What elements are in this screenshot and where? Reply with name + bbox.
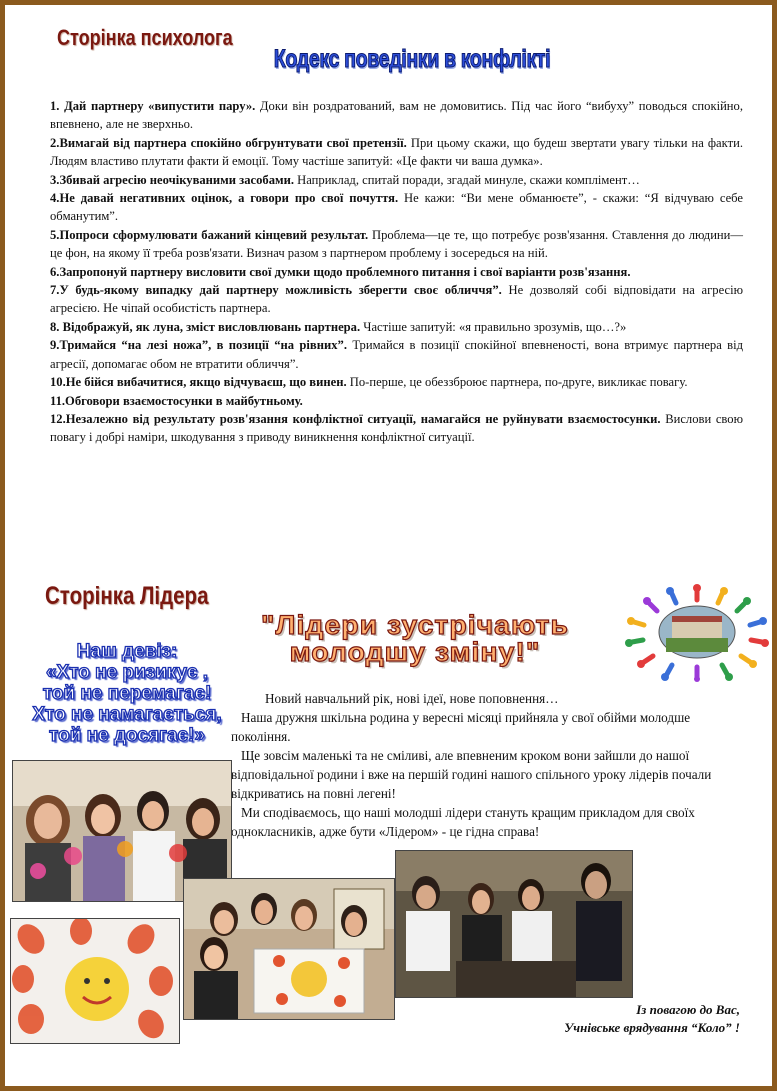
rule-item: 6.Запропонуй партнеру висловити свої думки щодо проблемного питання і свої варіанти розв'язання. bbox=[50, 264, 631, 279]
motto-line: Хто не намагається, bbox=[32, 704, 222, 725]
rule-item: 3.Збивай агресію неочікуваними засобами. Наприклад, спитай поради, згадай минуле, скажи комплімент… bbox=[50, 172, 640, 187]
story-paragraph: Ще зовсім маленькі та не сміливі, але впевненим кроком вони зайшли до нашої відповідальної родини і вже на першій годині нашого спільного уроку лідерів почали відкриватись на повні легені! bbox=[231, 748, 712, 801]
motto-line: той не перемагає! bbox=[42, 683, 212, 704]
story-paragraph: Наша дружня шкільна родина у вересні місяці прийняла у свої обійми молодше покоління. bbox=[231, 710, 691, 744]
rule-item: 4.Не давай негативних оцінок, а говори про свої почуття. Не кажи: “Ви мене обманюєте”, - скажи: “Я відчуваю себе обманутим”. bbox=[50, 191, 743, 224]
motto-line: Наш девіз: bbox=[76, 641, 178, 662]
psychologist-section-title: Сторінка психолога bbox=[57, 25, 233, 50]
rule-item: 9.Тримайся “на лезі ножа”, в позиції “на рівних”. Тримайся в позиції спокійної впевненості, вона втримує партнера від агресії, допомагає обом не втратити обличчя”. bbox=[50, 338, 744, 371]
rule-item: 10.Не бійся вибачитися, якщо відчуваєш, що винен. По-перше, це обеззброює партнера, по-друге, викликає повагу. bbox=[50, 375, 688, 390]
rule-item: 12.Незалежно від результату розв'язання конфліктної ситуації, намагайся не руйнувати взаємостосунки. Вислови свою повагу і добрі наміри, шкодування з приводу виникнення конфліктної ситуації. bbox=[50, 411, 743, 445]
rule-item: 5.Попроси сформулювати бажаний кінцевий результат. Проблема—це те, що потребує розв'язання. Ставлення до людини—це фон, на якому її треба розв'язати. Визнач разом з партнером проблему і зосередься на ній. bbox=[50, 227, 744, 261]
leaders-story bbox=[231, 689, 751, 841]
photo-sun-handprints bbox=[10, 918, 180, 1044]
rule-item: 1. Дай партнеру «випустити пару». Доки він роздратований, вам не домовитись. Під час його “вибуху” поводься спокійно, впевнено, але не зверхньо. bbox=[50, 99, 743, 132]
leaders-headline bbox=[200, 612, 631, 666]
conflict-rules-list bbox=[50, 97, 743, 447]
leader-section-title: Сторінка Лідера bbox=[45, 582, 209, 610]
motto-line: «Хто не ризикує , bbox=[45, 662, 209, 683]
rule-item: 7.У будь-якому випадку дай партнеру можливість зберегти своє обличчя”. Не дозволяй собі відповідати на агресію агресією. Не чіпай особистість партнера. bbox=[50, 283, 744, 316]
photo-students-classroom bbox=[395, 850, 633, 998]
story-paragraph: Новий навчальний рік, нові ідеї, нове поповнення… bbox=[265, 691, 559, 706]
leaders-motto bbox=[11, 641, 243, 746]
rule-item: 11.Обговори взаємостосунки в майбутньому. bbox=[50, 393, 303, 408]
conflict-code-heading: Кодекс поведінки в конфлікті bbox=[273, 45, 551, 74]
circle-of-children-logo bbox=[622, 582, 772, 682]
leaders-headline-line: молодшу зміну!" bbox=[289, 637, 541, 667]
photo-group-with-poster bbox=[183, 878, 395, 1020]
newsletter-page bbox=[5, 5, 772, 1086]
signature-line: Учнівське врядування “Коло” ! bbox=[564, 1020, 740, 1035]
story-paragraph: Ми сподіваємось, що наші молодші лідери стануть кращим прикладом для своїх однокласників, адже бути «Лідером» - це гідна справа! bbox=[231, 805, 695, 839]
rule-item: 8. Відображуй, як луна, зміст висловлювань партнера. Частіше запитуй: «я правильно зрозумів, що…?» bbox=[50, 319, 627, 334]
signature bbox=[564, 1001, 740, 1037]
leaders-headline-line: "Лідери зустрічають bbox=[261, 610, 569, 640]
signature-line: Із повагою до Вас, bbox=[636, 1002, 740, 1017]
motto-line: той не досягає!» bbox=[49, 725, 205, 746]
rule-item: 2.Вимагай від партнера спокійно обгрунтувати свої претензії. При цьому скажи, що будеш звертати увагу тільки на факти. Людям властиво плутати факти й емоції. Тому частіше запитуй: «Це факти чи ваша думка». bbox=[50, 135, 743, 169]
